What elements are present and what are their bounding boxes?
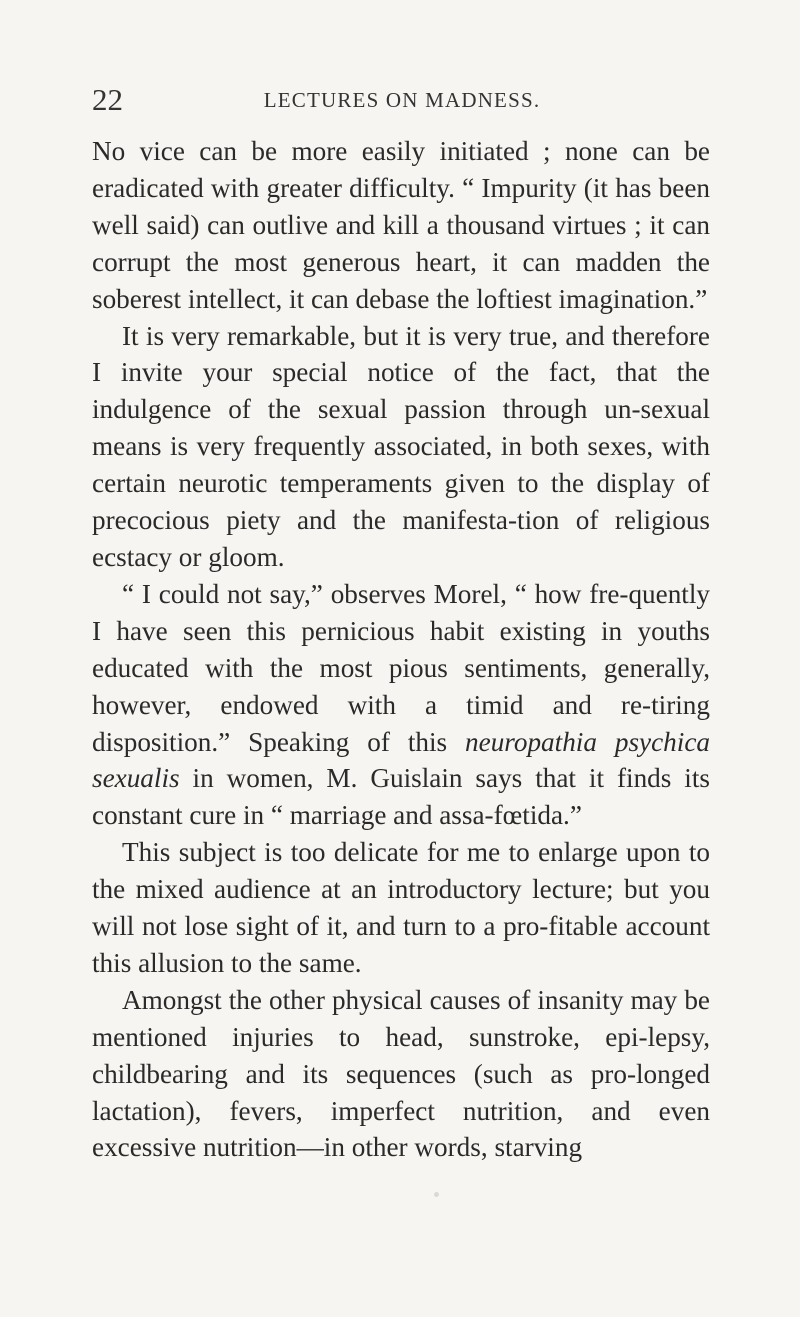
paper-speck <box>434 1192 439 1197</box>
page-header <box>92 82 712 122</box>
paragraph-2: It is very remarkable, but it is very true, and therefore I invite your special notice of the fact, that the indulgence of the sexual passion through un-sexual means is very frequently associated, in both sexes, with certain neurotic temperaments given to the display of precocious piety and the manifesta-tion of religious ecstacy or gloom. <box>92 320 710 572</box>
paragraph-3-part-b: in women, M. Guislain says that it finds its constant cure in “ marriage and assa-fœtida.” <box>92 763 710 831</box>
body-text <box>92 133 710 1166</box>
running-head: LECTURES ON MADNESS. <box>263 88 541 112</box>
paragraph-3 <box>92 576 710 834</box>
paragraph-4: This subject is too delicate for me to enlarge upon to the mixed audience at an introductory lecture; but you will not lose sight of it, and turn to a pro-fitable account this allusion to the same. <box>92 837 710 978</box>
page-number: 22 <box>92 82 123 117</box>
paragraph-1: No vice can be more easily initiated ; none can be eradicated with greater difficulty. “ Impurity (it has been well said) can outlive and kill a thousand virtues ; it can corrupt the most generous heart, it can madden the soberest intellect, it can debase the loftiest imagination.” <box>92 136 710 314</box>
italic-phrase: neuropathia psychica sexualis <box>92 726 710 794</box>
paragraph-5: Amongst the other physical causes of insanity may be mentioned injuries to head, sunstroke, epi-lepsy, childbearing and its sequences (such as pro-longed lactation), fevers, imperfect nutrition, and even excessive nutrition—in other words, starving <box>92 984 710 1163</box>
paragraph-3-part-a: “ I could not say,” observes Morel, “ how fre-quently I have seen this pernicious habit existing in youths educated with the most pious sentiments, generally, however, endowed with a timid and re-tiring disposition.” Speaking of this <box>92 578 710 757</box>
